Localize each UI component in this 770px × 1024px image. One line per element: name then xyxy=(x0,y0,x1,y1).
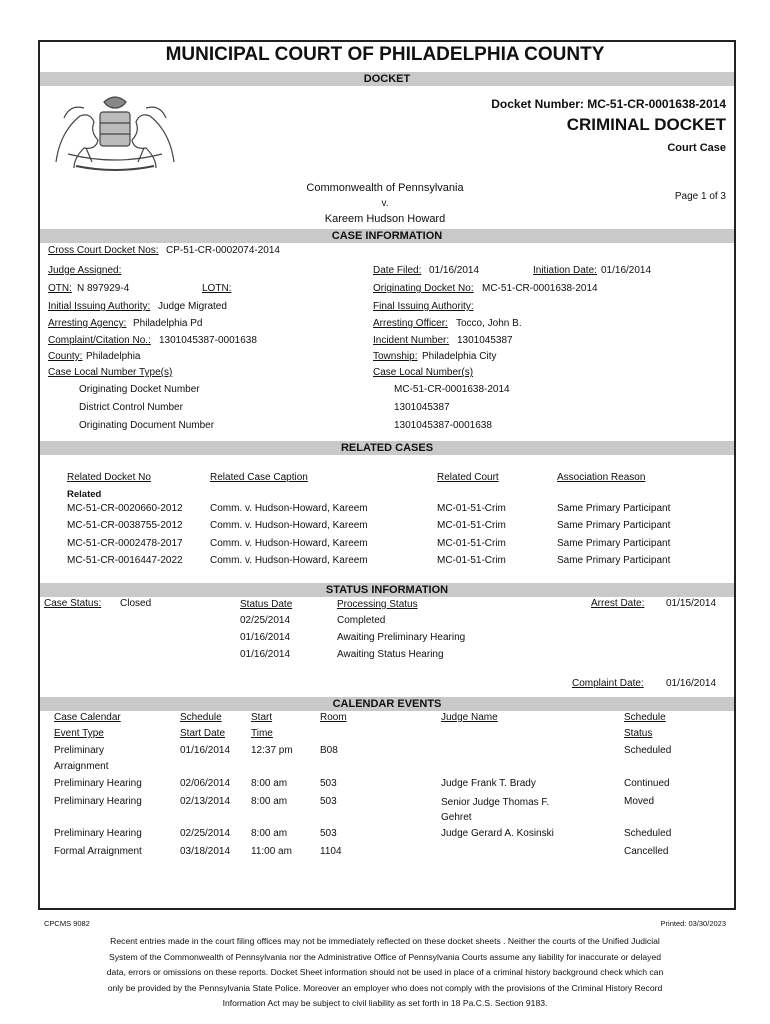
related-court: MC-01-51-Crim xyxy=(437,503,506,514)
judge-name-header: Judge Name xyxy=(441,712,498,723)
township-value: Philadelphia City xyxy=(422,351,497,362)
status-date: 01/16/2014 xyxy=(240,632,291,643)
event-status: Scheduled xyxy=(624,745,672,756)
event-judge: Gehret xyxy=(441,812,472,823)
caption-plaintiff: Commonwealth of Pennsylvania xyxy=(306,182,464,194)
arresting-officer-label: Arresting Officer: xyxy=(373,318,448,329)
processing-status: Awaiting Status Hearing xyxy=(337,649,444,660)
case-status-label: Case Status: xyxy=(44,598,102,609)
processing-status-header: Processing Status xyxy=(337,599,418,610)
schedule-status-header: Schedule xyxy=(624,712,666,723)
related-court-header: Related Court xyxy=(437,472,499,483)
event-room: 503 xyxy=(320,796,337,807)
status-date: 02/25/2014 xyxy=(240,615,291,626)
related-caption: Comm. v. Hudson-Howard, Kareem xyxy=(210,503,368,514)
arresting-officer-value: Tocco, John B. xyxy=(456,318,522,329)
case-status-value: Closed xyxy=(120,598,152,609)
event-time: 12:37 pm xyxy=(251,745,293,756)
initial-authority-label: Initial Issuing Authority: xyxy=(48,301,151,312)
local-number-type-label: Case Local Number Type(s) xyxy=(48,367,173,378)
originating-docket-label: Originating Docket No: xyxy=(373,283,474,294)
event-type: Preliminary xyxy=(54,745,105,756)
association-reason: Same Primary Participant xyxy=(557,555,671,566)
related-caption: Comm. v. Hudson-Howard, Kareem xyxy=(210,538,368,549)
incident-number-value: 1301045387 xyxy=(457,335,513,346)
arrest-date-value: 01/15/2014 xyxy=(666,598,717,609)
disclaimer-line: Recent entries made in the court filing offices may not be immediately reflected on these docket sheets . Neither the courts of the Unified Judicial xyxy=(110,936,660,946)
local-type: District Control Number xyxy=(79,402,183,413)
related-court: MC-01-51-Crim xyxy=(437,538,506,549)
association-reason: Same Primary Participant xyxy=(557,538,671,549)
otn-value: N 897929-4 xyxy=(77,283,130,294)
event-type: Preliminary Hearing xyxy=(54,828,142,839)
event-status: Cancelled xyxy=(624,846,669,857)
event-time: 11:00 am xyxy=(251,846,292,857)
township-label: Township: xyxy=(373,351,418,362)
initiation-date-label: Initiation Date: xyxy=(533,265,597,276)
related-caption: Comm. v. Hudson-Howard, Kareem xyxy=(210,520,368,531)
event-type: Preliminary Hearing xyxy=(54,778,142,789)
caption-versus: v. xyxy=(381,198,389,209)
start-time-header: Start xyxy=(251,712,273,723)
related-caption-header: Related Case Caption xyxy=(210,472,308,483)
page-indicator: Page 1 of 3 xyxy=(674,191,726,202)
event-time: 8:00 am xyxy=(251,828,288,839)
date-filed-label: Date Filed: xyxy=(373,265,422,276)
date-filed-value: 01/16/2014 xyxy=(429,265,480,276)
pennsylvania-seal-icon xyxy=(46,92,184,174)
event-date: 02/06/2014 xyxy=(180,778,231,789)
event-room: 1104 xyxy=(320,846,342,857)
incident-number-label: Incident Number: xyxy=(373,335,450,346)
event-time: 8:00 am xyxy=(251,778,288,789)
related-court: MC-01-51-Crim xyxy=(437,555,506,566)
association-reason-header: Association Reason xyxy=(557,472,646,483)
otn-label: OTN: xyxy=(48,283,72,294)
processing-status: Awaiting Preliminary Hearing xyxy=(337,632,466,643)
event-judge: Judge Frank T. Brady xyxy=(441,778,536,789)
form-id: CPCMS 9082 xyxy=(44,919,90,928)
association-reason: Same Primary Participant xyxy=(557,503,671,514)
schedule-date-header: Start Date xyxy=(180,728,226,739)
event-date: 03/18/2014 xyxy=(180,846,231,857)
event-status: Continued xyxy=(624,778,670,789)
event-type: Formal Arraignment xyxy=(54,846,142,857)
court-case-label: Court Case xyxy=(667,142,726,154)
disclaimer xyxy=(80,934,690,1012)
cross-court-label: Cross Court Docket Nos: xyxy=(48,245,159,256)
lotn-label: LOTN: xyxy=(202,283,232,294)
complaint-date-value: 01/16/2014 xyxy=(666,678,717,689)
caption-defendant: Kareem Hudson Howard xyxy=(324,213,446,225)
arrest-date-label: Arrest Date: xyxy=(591,598,645,609)
related-caption: Comm. v. Hudson-Howard, Kareem xyxy=(210,555,368,566)
arresting-agency-value: Philadelphia Pd xyxy=(133,318,203,329)
cross-court-value: CP-51-CR-0002074-2014 xyxy=(166,245,280,256)
event-status: Moved xyxy=(624,796,655,807)
start-time-header: Time xyxy=(251,728,273,739)
printed-date: Printed: 03/30/2023 xyxy=(660,919,726,928)
calendar-events-bar: CALENDAR EVENTS xyxy=(40,697,734,711)
event-time: 8:00 am xyxy=(251,796,288,807)
local-number-label: Case Local Number(s) xyxy=(373,367,474,378)
local-number: MC-51-CR-0001638-2014 xyxy=(394,384,510,395)
room-header: Room xyxy=(320,712,347,723)
event-status: Scheduled xyxy=(624,828,672,839)
related-court: MC-01-51-Crim xyxy=(437,520,506,531)
related-docket: MC-51-CR-0016447-2022 xyxy=(67,555,183,566)
court-title: MUNICIPAL COURT OF PHILADELPHIA COUNTY xyxy=(165,44,605,65)
association-reason: Same Primary Participant xyxy=(557,520,671,531)
event-judge: Judge Gerard A. Kosinski xyxy=(441,828,554,839)
status-date: 01/16/2014 xyxy=(240,649,291,660)
local-type: Originating Document Number xyxy=(79,420,215,431)
processing-status: Completed xyxy=(337,615,386,626)
county-label: County: xyxy=(48,351,83,362)
event-type-header: Event Type xyxy=(54,728,104,739)
disclaimer-line: System of the Commonwealth of Pennsylvania nor the Administrative Office of Pennsylvania Courts assume any liability for inaccurate or delayed xyxy=(108,951,662,962)
event-type: Preliminary Hearing xyxy=(54,796,142,807)
judge-assigned-label: Judge Assigned: xyxy=(48,265,122,276)
complaint-date-label: Complaint Date: xyxy=(572,678,644,689)
county-value: Philadelphia xyxy=(86,351,141,362)
status-date-header: Status Date xyxy=(240,599,293,610)
related-docket: MC-51-CR-0038755-2012 xyxy=(67,520,183,531)
related-group-label: Related xyxy=(67,489,102,500)
complaint-citation-label: Complaint/Citation No.: xyxy=(48,335,151,346)
initiation-date-value: 01/16/2014 xyxy=(601,265,652,276)
disclaimer-line: data, errors or omissions on these reports. Docket Sheet information should not be used in place of a criminal history background check which can xyxy=(106,967,664,977)
initial-authority-value: Judge Migrated xyxy=(158,301,227,312)
arresting-agency-label: Arresting Agency: xyxy=(48,318,127,329)
related-docket-header: Related Docket No xyxy=(67,472,151,483)
event-date: 02/13/2014 xyxy=(180,796,231,807)
disclaimer-line: Information Act may be subject to civil liability as set forth in 18 Pa.C.S. Section 9183. xyxy=(222,998,548,1008)
complaint-citation-value: 1301045387-0001638 xyxy=(159,335,257,346)
event-date: 01/16/2014 xyxy=(180,745,231,756)
event-date: 02/25/2014 xyxy=(180,828,231,839)
schedule-status-header: Status xyxy=(624,728,653,739)
originating-docket-value: MC-51-CR-0001638-2014 xyxy=(482,283,598,294)
event-judge: Senior Judge Thomas F. xyxy=(441,797,550,808)
event-room: B08 xyxy=(320,745,338,756)
final-authority-label: Final Issuing Authority: xyxy=(373,301,474,312)
event-type-header: Case Calendar xyxy=(54,712,121,723)
docket-bar: DOCKET xyxy=(40,72,734,86)
status-information-bar: STATUS INFORMATION xyxy=(40,583,734,597)
related-cases-bar: RELATED CASES xyxy=(40,441,734,455)
docket-type: CRIMINAL DOCKET xyxy=(566,115,726,134)
related-docket: MC-51-CR-0002478-2017 xyxy=(67,538,183,549)
disclaimer-line: only be provided by the Pennsylvania State Police. Moreover an employer who does not comply with the provisions of the Criminal History Record xyxy=(107,982,663,993)
event-room: 503 xyxy=(320,778,337,789)
local-number: 1301045387-0001638 xyxy=(394,420,492,431)
related-docket: MC-51-CR-0020660-2012 xyxy=(67,503,183,514)
event-room: 503 xyxy=(320,828,337,839)
local-number: 1301045387 xyxy=(394,402,450,413)
case-information-bar: CASE INFORMATION xyxy=(40,229,734,243)
event-type: Arraignment xyxy=(54,761,109,772)
schedule-date-header: Schedule xyxy=(180,712,222,723)
docket-number: Docket Number: MC-51-CR-0001638-2014 xyxy=(491,97,726,111)
local-type: Originating Docket Number xyxy=(79,384,200,395)
